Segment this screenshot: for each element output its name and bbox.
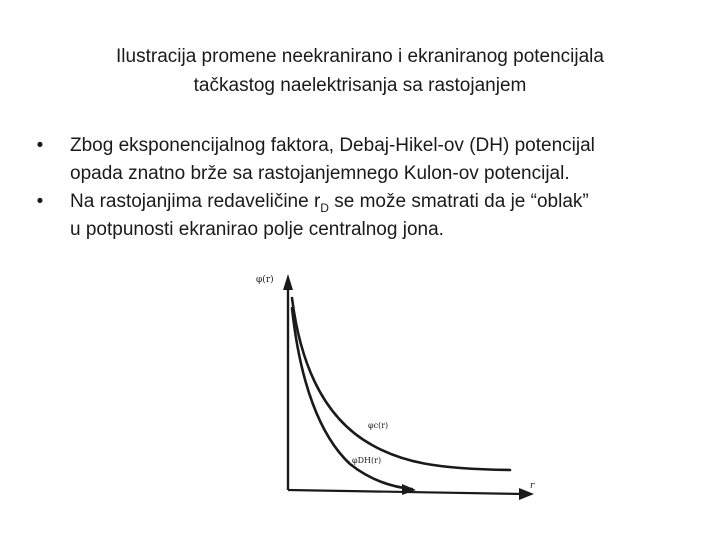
bullet-list <box>30 132 700 244</box>
bullet-item-2 <box>30 188 700 244</box>
bullet-1-line-2: opada znatno brže sa rastojanjemnego Kulon-ov potencijal. <box>70 163 570 184</box>
slide-title <box>40 42 680 100</box>
y-axis-label: φ(r) <box>256 275 274 285</box>
bullet-2-text-pre: Na rastojanjima redaveličine r <box>70 191 321 212</box>
y-axis-arrow-icon <box>283 274 293 290</box>
bullet-dot-icon: • <box>36 191 44 212</box>
bullet-2-line-2: u potpunosti ekranirao polje centralnog jona. <box>70 219 444 240</box>
x-axis-label: r <box>530 481 535 491</box>
bullet-2-text-post: se može smatrati da je “oblak” <box>328 191 589 212</box>
title-line-2: tačkastog naelektrisanja sa rastojanjem <box>193 75 527 96</box>
potential-figure <box>240 268 550 510</box>
bullet-1-line-1: Zbog eksponencijalnog faktora, Debaj-Hikel-ov (DH) potencijal <box>70 135 595 156</box>
bullet-2-subscript: D <box>320 200 329 215</box>
bullet-item-1 <box>30 132 700 188</box>
title-line-1: Ilustracija promene neekranirano i ekraniranog potencijala <box>116 46 604 67</box>
bullet-2-line-1 <box>70 188 700 216</box>
coulomb-curve-label: φc(r) <box>368 421 389 430</box>
debye-huckel-curve-arrow-icon <box>402 484 416 495</box>
bullet-dot-icon: • <box>36 135 44 156</box>
debye-huckel-curve-label: φDH(r) <box>352 456 382 465</box>
coulomb-curve <box>292 298 510 470</box>
